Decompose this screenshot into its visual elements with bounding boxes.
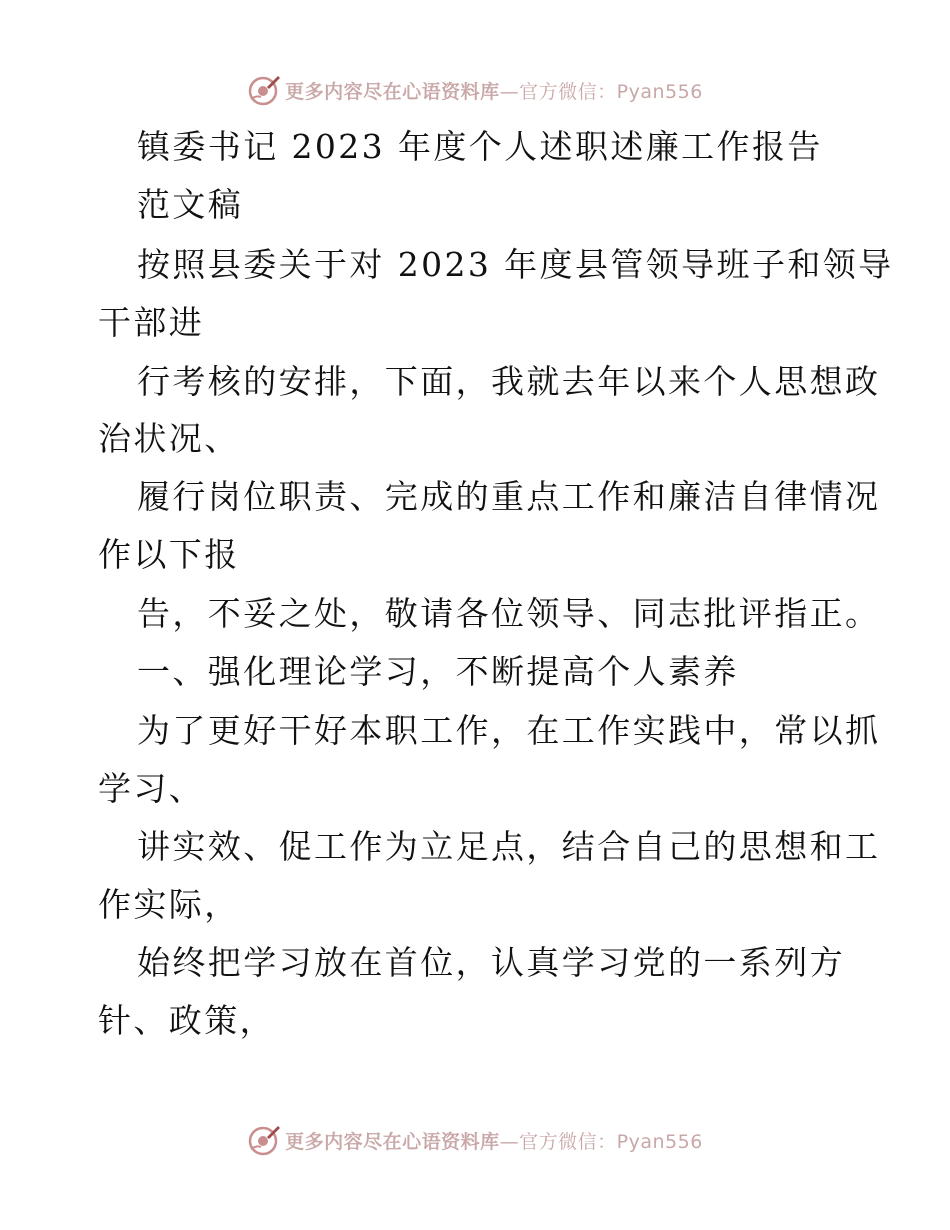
watermark-contact-text: —官方微信：Pyan556 [499,1130,703,1153]
paragraph-line: 履行岗位职责、完成的重点工作和廉洁自律情况 [137,477,881,516]
watermark-main-text: 更多内容尽在心语资料库 [285,1130,500,1153]
paragraph-line: 作实际， [98,885,240,924]
pen-logo-icon [247,73,281,107]
paragraph-line: 治状况、 [98,419,240,458]
paragraph-line: 行考核的安排，下面，我就去年以来个人思想政 [137,362,881,401]
paragraph-line: 为了更好干好本职工作，在工作实践中，常以抓 [137,711,881,750]
watermark-footer [0,1120,950,1160]
paragraph-line: 讲实效、促工作为立足点，结合自己的思想和工 [137,827,881,866]
paragraph-line: 按照县委关于对 2023 年度县管领导班子和领导 [137,245,894,284]
watermark-header [0,70,950,110]
watermark-main-text: 更多内容尽在心语资料库 [285,80,500,103]
paragraph-line: 始终把学习放在首位，认真学习党的一系列方 [137,943,845,982]
paragraph-line: 针、政策， [98,1001,275,1040]
document-title-line-1: 镇委书记 2023 年度个人述职述廉工作报告 [137,127,823,166]
pen-logo-icon [247,1123,281,1157]
paragraph-line: 学习、 [98,769,205,808]
watermark-contact-text: —官方微信：Pyan556 [499,80,703,103]
document-title-line-2: 范文稿 [137,185,244,224]
paragraph-line: 告，不妥之处，敬请各位领导、同志批评指正。 [137,594,881,633]
section-heading: 一、强化理论学习，不断提高个人素养 [137,652,739,691]
paragraph-line: 作以下报 [98,535,240,574]
paragraph-line: 干部进 [98,303,205,342]
